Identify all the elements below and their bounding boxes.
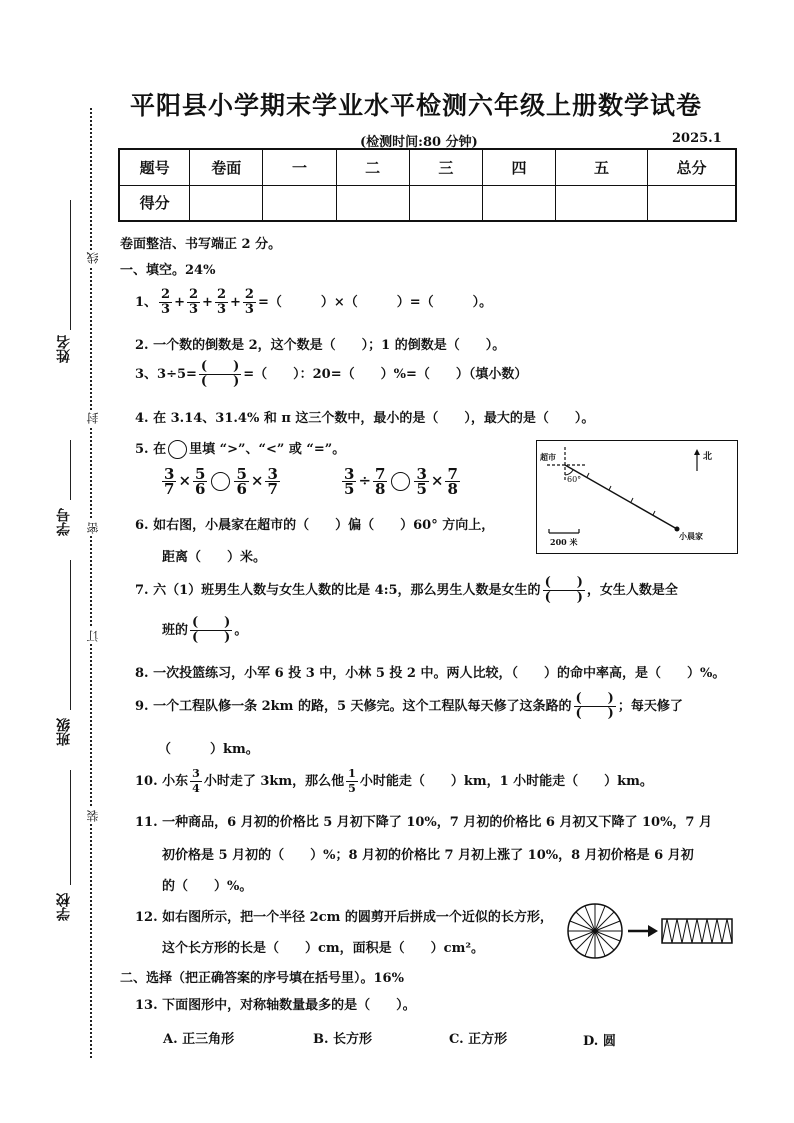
score-table	[118, 148, 737, 222]
score-cell[interactable]	[482, 185, 555, 221]
map-label-angle: 60°	[567, 475, 582, 484]
q1-answer-blanks[interactable]: =（ ）×（ ）=（ ）。	[257, 295, 493, 310]
fraction: $\frac{2}{3}$	[216, 287, 226, 317]
binding-char-xian: 线	[86, 252, 100, 264]
binding-char-zhuang: 装	[86, 810, 100, 822]
question-1: 1、 $\frac{2}{3}$ + $\frac{2}{3}$ + $\frac{2}{3}$ + $\frac{2}{3}$ =（ ）×（ ）=（ ）。	[135, 287, 493, 317]
question-6-line1[interactable]: 6. 如右图，小晨家在超市的（ ）偏（ ）60° 方向上，	[135, 518, 495, 533]
question-2[interactable]: 2. 一个数的倒数是 2，这个数是（ ）；1 的倒数是（ ）。	[135, 338, 506, 353]
score-cell[interactable]	[556, 185, 648, 221]
score-header-cell: 五	[556, 149, 648, 185]
neatness-note: 卷面整洁、书写端正 2 分。	[120, 237, 282, 252]
score-header-cell: 二	[336, 149, 409, 185]
question-8[interactable]: 8. 一次投篮练习，小军 6 投 3 中，小林 5 投 2 中。两人比较，（ ）的命中率高，是（ ）%。	[135, 666, 726, 681]
score-header-cell: 四	[482, 149, 555, 185]
q5-expression-b: $\frac{3}{5}$ ÷ $\frac{7}{8}$ $\frac{3}{5}$ × $\frac{7}{8}$	[344, 465, 458, 498]
question-9-line2[interactable]: （ ）km。	[158, 742, 259, 757]
question-7-line2: 班的 $\frac{( )}{( )}$ 。	[162, 615, 248, 645]
name-field-label: 姓名	[56, 335, 72, 363]
section2-heading: 二、选择（把正确答案的序号填在括号里）。16%	[120, 971, 404, 986]
exam-duration: (检测时间:80 分钟)	[360, 135, 478, 150]
arrow-right-icon	[628, 925, 658, 937]
score-row-label: 得分	[119, 185, 190, 221]
map-label-market: 超市	[540, 452, 556, 462]
map-label-north: 北	[703, 452, 713, 462]
question-5: 5. 在 里填 “>”、“<” 或 “=”。	[135, 442, 346, 457]
score-header-cell: 三	[409, 149, 482, 185]
question-4[interactable]: 4. 在 3.14、31.4% 和 π 这三个数中，最小的是（ ），最大的是（ ）。	[135, 411, 595, 426]
score-cell[interactable]	[263, 185, 336, 221]
compare-circle-input[interactable]	[211, 472, 230, 491]
question-11-line1: 11. 一种商品，6 月初的价格比 5 月初下降了 10%，7 月初的价格比 6 月初又下降了 10%，7 月	[135, 815, 712, 830]
exam-title: 平阳县小学期末学业水平检测六年级上册数学试卷	[130, 91, 703, 120]
score-cell[interactable]	[409, 185, 482, 221]
fraction-blank[interactable]: $\frac{( )}{( )}$	[192, 615, 231, 645]
q3-answer-blanks[interactable]: =（ ）：20=（ ）%=（ ）（填小数）	[243, 367, 528, 382]
compare-circle-input[interactable]	[391, 472, 410, 491]
fraction: $\frac{2}{3}$	[161, 287, 171, 317]
score-cell[interactable]	[336, 185, 409, 221]
score-header-cell: 题号	[119, 149, 190, 185]
student-id-field-line[interactable]	[70, 440, 71, 500]
score-table-header-row	[119, 149, 736, 185]
school-field-label: 学校	[56, 893, 72, 921]
circle-rectangle-figure	[566, 902, 736, 962]
question-12-line2[interactable]: 这个长方形的长是（ ）cm，面积是（ ）cm²。	[162, 941, 485, 956]
q10-answer-blanks[interactable]: 小时能走（ ）km，1 小时能走（ ）km。	[359, 774, 653, 789]
q1-number: 1、	[135, 295, 158, 310]
class-field-label: 班级	[56, 718, 72, 746]
map-label-home: 小晨家	[679, 531, 703, 541]
score-header-cell: 一	[263, 149, 336, 185]
section1-heading: 一、填空。24%	[120, 263, 216, 278]
question-10: 10. 小东 $\frac{3}{4}$ 小时走了 3km，那么他 $\frac{1}{5}$ 小时能走（ ）km，1 小时能走（ ）km。	[135, 767, 653, 795]
question-9-line1: 9. 一个工程队修一条 2km 的路，5 天修完。这个工程队每天修了这条路的 $\frac{( )}{( )}$ ；每天修了	[135, 691, 683, 721]
class-field-line[interactable]	[70, 560, 71, 710]
compare-circle-icon	[168, 440, 187, 459]
fraction: $\frac{2}{3}$	[244, 287, 254, 317]
binding-char-feng: 封	[86, 412, 100, 424]
option-c[interactable]: C. 正方形	[449, 1032, 508, 1047]
map-figure	[536, 440, 738, 554]
option-b[interactable]: B. 长方形	[313, 1032, 373, 1047]
approx-rectangle-icon	[662, 919, 732, 943]
question-13[interactable]: 13. 下面图形中，对称轴数量最多的是（ ）。	[135, 998, 416, 1013]
question-12-line1: 12. 如右图所示，把一个半径 2cm 的圆剪开后拼成一个近似的长方形，	[135, 910, 553, 925]
question-11-line2[interactable]: 初价格是 5 月初的（ ）%；8 月初的价格比 7 月初上涨了 10%，8 月初价格是 6 月初	[162, 848, 694, 863]
sectored-circle-icon	[568, 904, 622, 958]
binding-char-ding: 订	[86, 630, 100, 642]
student-id-field-label: 学号	[56, 508, 72, 536]
name-field-line[interactable]	[70, 200, 71, 330]
score-cell[interactable]	[647, 185, 736, 221]
q5-expression-a: $\frac{3}{7}$ × $\frac{5}{6}$ $\frac{5}{6}$ × $\frac{3}{7}$	[164, 465, 278, 498]
score-cell[interactable]	[190, 185, 263, 221]
question-3: 3、3÷5= $\frac{( )}{( )}$ =（ ）：20=（ ）%=（ ）（填小数）	[135, 359, 528, 389]
exam-date: 2025.1	[672, 131, 722, 146]
map-label-scale: 200 米	[550, 537, 578, 547]
question-7-line1: 7. 六（1）班男生人数与女生人数的比是 4:5，那么男生人数是女生的 $\frac{( )}{( )}$ ，女生人数是全	[135, 575, 678, 605]
fraction-blank[interactable]: $\frac{( )}{( )}$	[544, 575, 583, 605]
fraction-blank[interactable]: $\frac{( )}{( )}$	[200, 359, 240, 389]
binding-char-mi: 密	[86, 522, 100, 534]
fraction-blank[interactable]: $\frac{( )}{( )}$	[575, 691, 614, 721]
question-6-line2[interactable]: 距离（ ）米。	[162, 550, 267, 565]
score-table-score-row	[119, 185, 736, 221]
fraction: $\frac{2}{3}$	[189, 287, 199, 317]
score-header-cell: 卷面	[190, 149, 263, 185]
score-header-cell: 总分	[647, 149, 736, 185]
option-d[interactable]: D. 圆	[583, 1034, 616, 1049]
question-11-line3[interactable]: 的（ ）%。	[162, 879, 253, 894]
school-field-line[interactable]	[70, 770, 71, 885]
option-a[interactable]: A. 正三角形	[163, 1032, 235, 1047]
